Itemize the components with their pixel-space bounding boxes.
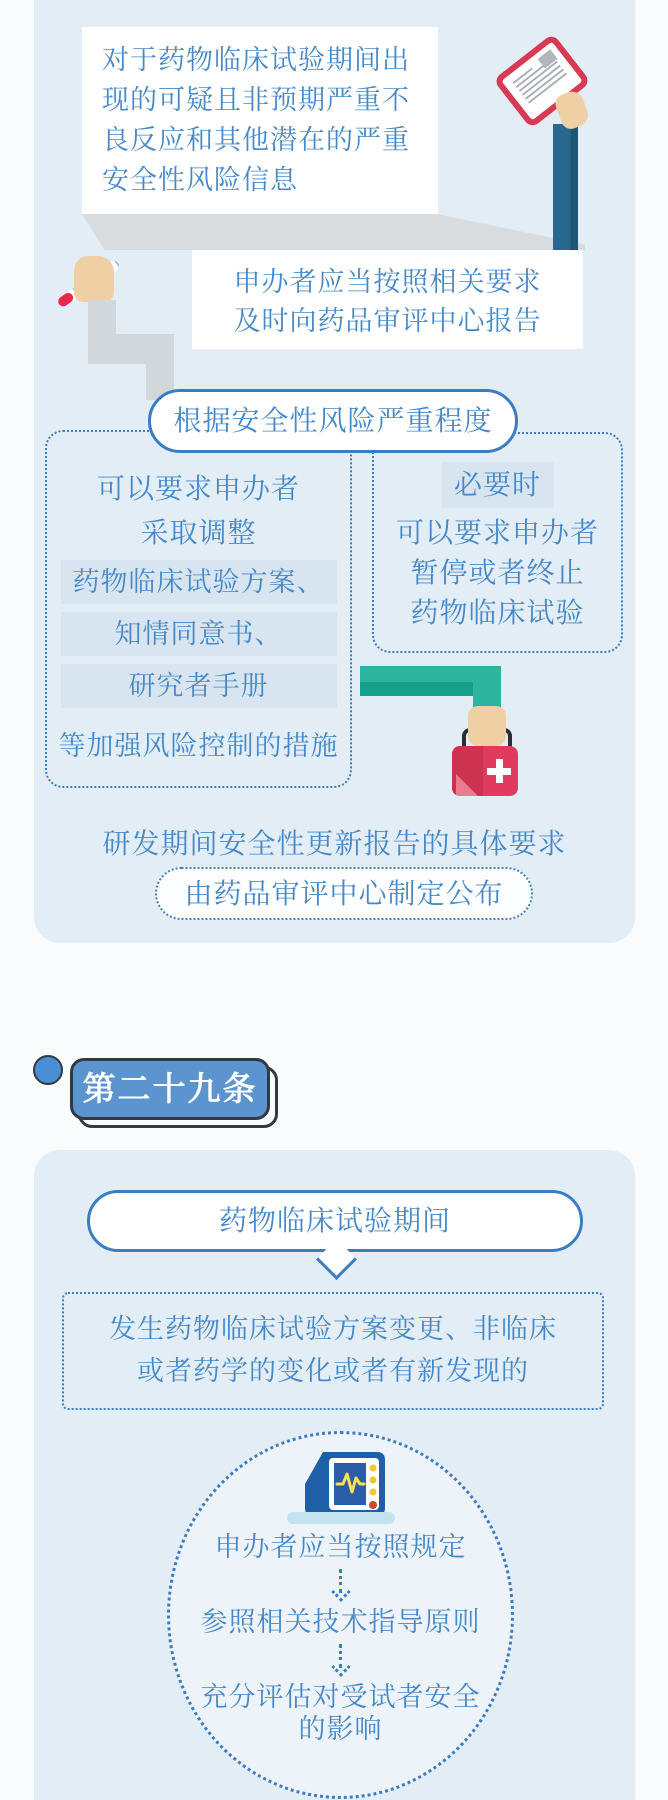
intro-line: 安全性风险信息 — [102, 165, 298, 195]
monitor-base — [287, 1512, 395, 1524]
suspend-line: 暂停或者终止 — [410, 557, 585, 588]
condition-box — [62, 1292, 604, 1410]
safety-risk-panel — [34, 0, 635, 943]
ecg-monitor-icon — [293, 1450, 389, 1518]
condition-line: 发生药物临床试验方案变更、非临床 — [109, 1314, 557, 1344]
medical-cross-icon — [487, 759, 511, 783]
intro-line: 现的可疑且非预期严重不 — [102, 85, 410, 115]
document-hand-arm — [553, 124, 578, 251]
adjust-footer: 等加强风险控制的措施 — [58, 731, 339, 761]
adjust-item: 药物临床试验方案、 — [61, 560, 337, 604]
intro-line: 对于药物临床试验期间出 — [102, 45, 410, 75]
teal-sleeve-band — [360, 682, 487, 696]
severity-pill: 根据安全性风险严重程度 — [148, 389, 518, 453]
article-29-button: 第二十九条 — [70, 1058, 270, 1120]
hand-icon — [74, 256, 114, 302]
box-cast-shadow — [82, 214, 585, 250]
adjust-item: 知情同意书、 — [61, 612, 337, 656]
requirement-text: 研发期间安全性更新报告的具体要求 — [102, 828, 567, 859]
condition-line: 或者药学的变化或者有新发现的 — [137, 1356, 529, 1386]
flow-step-3: 充分评估对受试者安全的影响 — [200, 1682, 481, 1744]
hand-icon — [468, 706, 506, 746]
article-29-panel — [34, 1150, 635, 1800]
flow-step-2: 参照相关技术指导原则 — [200, 1607, 481, 1637]
suspend-line: 药物临床试验 — [410, 597, 585, 628]
report-line: 及时向药品审评中心报告 — [233, 306, 542, 336]
arm-segment — [88, 300, 116, 338]
adjust-measures-box — [45, 430, 352, 788]
down-arrow-icon — [334, 1644, 348, 1674]
suspend-terminate-box — [372, 432, 623, 653]
section-node-circle — [33, 1055, 63, 1085]
intro-line: 良反应和其他潜在的严重 — [102, 125, 410, 155]
intro-text-box — [82, 27, 438, 214]
publish-pill: 由药品审评中心制定公布 — [155, 867, 533, 920]
down-arrow-icon — [334, 1569, 348, 1599]
adjust-line: 采取调整 — [140, 517, 257, 548]
thermometer-tip — [56, 291, 75, 308]
trial-period-bubble: 药物临床试验期间 — [87, 1190, 583, 1252]
report-line: 申办者应当按照相关要求 — [233, 267, 542, 297]
evaluation-flow-circle — [167, 1431, 514, 1799]
flow-step-1: 申办者应当按照规定 — [214, 1532, 467, 1562]
when-necessary-badge: 必要时 — [442, 462, 554, 508]
report-text-box — [192, 250, 583, 349]
first-aid-kit-icon — [452, 746, 518, 796]
arm-segment — [88, 334, 174, 364]
suspend-line: 可以要求申办者 — [395, 517, 599, 548]
adjust-item: 研究者手册 — [61, 664, 337, 708]
adjust-line: 可以要求申办者 — [96, 473, 300, 504]
